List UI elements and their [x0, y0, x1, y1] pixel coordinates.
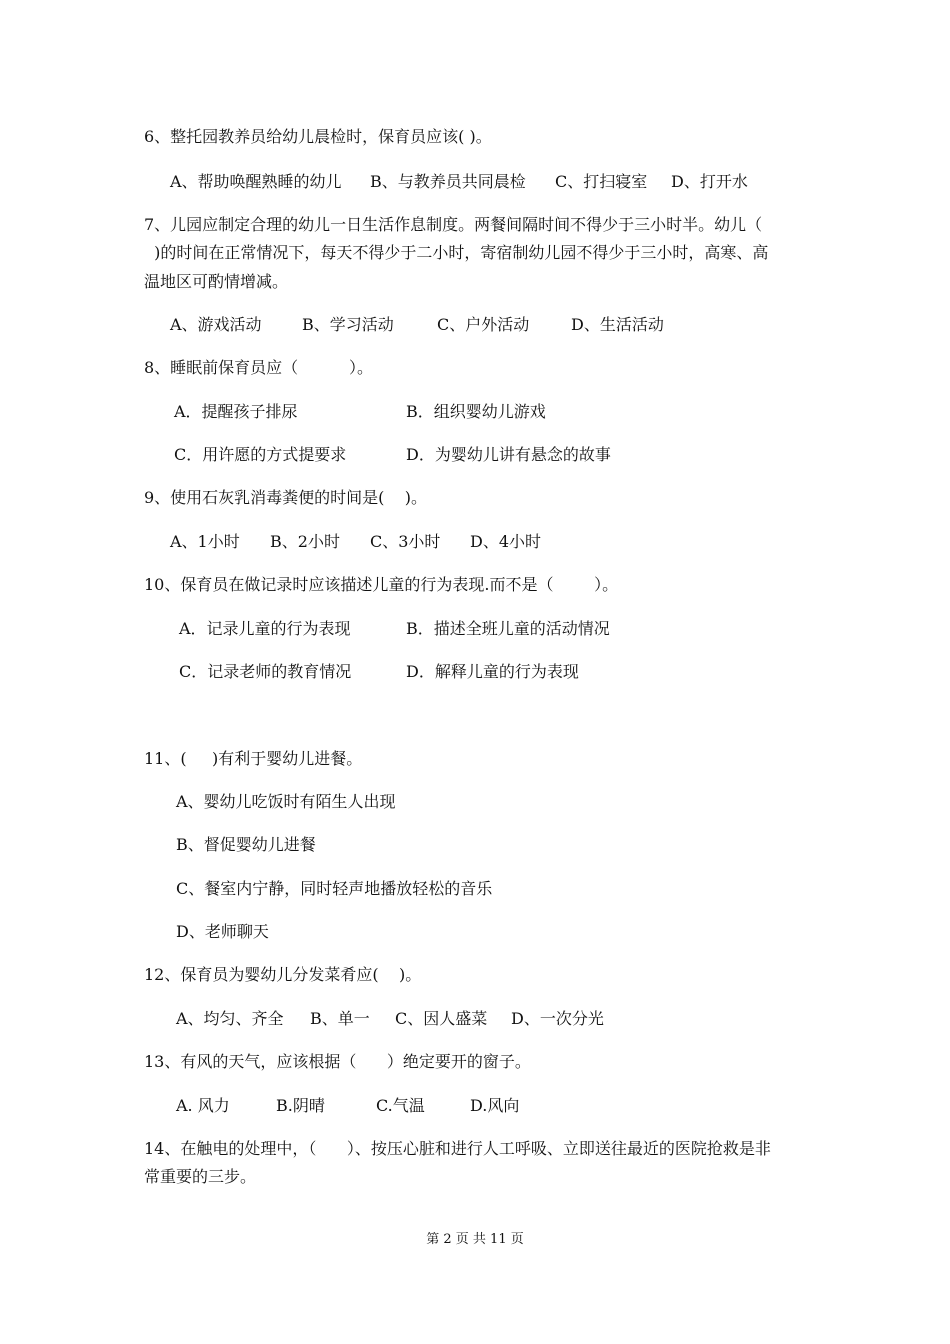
option-9d: D、4小时: [470, 532, 542, 551]
option-7a: A、游戏活动: [170, 315, 262, 334]
option-10b: B．描述全班儿童的活动情况: [406, 619, 610, 638]
option-6d: D、打开水: [671, 172, 748, 191]
option-12b: B、单一: [310, 1009, 370, 1028]
question-10: 10、保育员在做记录时应该描述儿童的行为表现.而不是（ ）。: [144, 575, 619, 594]
option-6b: B、与教养员共同晨检: [370, 172, 526, 191]
question-8: 8、睡眠前保育员应（ ）。: [144, 358, 374, 377]
question-14-line-2: 常重要的三步。: [144, 1167, 257, 1186]
option-9a: A、1小时: [170, 532, 240, 551]
option-10a: A．记录儿童的行为表现: [179, 619, 351, 638]
option-11b: B、督促婴幼儿进餐: [176, 835, 316, 854]
option-10d: D．解释儿童的行为表现: [406, 662, 579, 681]
option-9c: C、3小时: [370, 532, 441, 551]
option-12c: C、因人盛菜: [395, 1009, 488, 1028]
option-7d: D、生活活动: [571, 315, 664, 334]
question-6: 6、整托园教养员给幼儿晨检时，保育员应该( )。: [144, 127, 492, 146]
option-12a: A、均匀、齐全: [176, 1009, 284, 1028]
option-8d: D．为婴幼儿讲有悬念的故事: [406, 445, 611, 464]
page-footer: 第 2 页 共 11 页: [426, 1232, 524, 1247]
question-13: 13、有风的天气，应该根据（ ）绝定要开的窗子。: [144, 1052, 531, 1071]
option-13d: D.风向: [470, 1096, 520, 1115]
option-8b: B．组织婴幼儿游戏: [406, 402, 546, 421]
option-6c: C、打扫寝室: [555, 172, 648, 191]
option-11a: A、婴幼儿吃饭时有陌生人出现: [176, 792, 396, 811]
question-7-line-3: 温地区可酌情增减。: [144, 272, 289, 291]
option-13b: B.阴晴: [276, 1096, 325, 1115]
option-9b: B、2小时: [270, 532, 340, 551]
option-7c: C、户外活动: [437, 315, 530, 334]
option-13c: C.气温: [376, 1096, 425, 1115]
question-14-line-1: 14、在触电的处理中，（ ）、按压心脏和进行人工呼吸、立即送往最近的医院抢救是非: [144, 1139, 771, 1158]
option-6a: A、帮助唤醒熟睡的幼儿: [170, 172, 342, 191]
option-7b: B、学习活动: [302, 315, 394, 334]
option-8c: C．用许愿的方式提要求: [174, 445, 347, 464]
question-7-line-2: )的时间在正常情况下，每天不得少于二小时，寄宿制幼儿园不得少于三小时，高寒、高: [144, 243, 769, 262]
option-13a: A. 风力: [176, 1096, 230, 1115]
option-10c: C．记录老师的教育情况: [179, 662, 352, 681]
question-11: 11、( )有利于婴幼儿进餐。: [144, 749, 363, 768]
option-11c: C、餐室内宁静，同时轻声地播放轻松的音乐: [176, 879, 493, 898]
question-12: 12、保育员为婴幼儿分发菜肴应( )。: [144, 965, 422, 984]
option-12d: D、一次分光: [511, 1009, 604, 1028]
option-11d: D、老师聊天: [176, 922, 269, 941]
question-7-line-1: 7、儿园应制定合理的幼儿一日生活作息制度。两餐间隔时间不得少于三小时半。幼儿（: [144, 215, 763, 234]
option-8a: A．提醒孩子排尿: [174, 402, 298, 421]
question-9: 9、使用石灰乳消毒粪便的时间是( )。: [144, 488, 428, 507]
